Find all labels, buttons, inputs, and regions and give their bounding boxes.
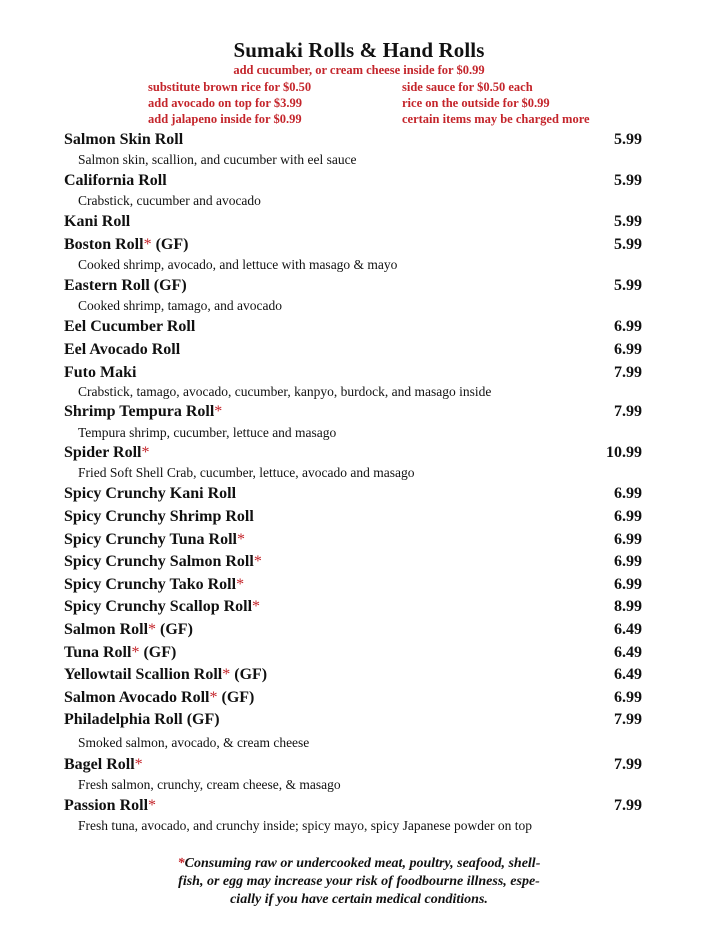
menu-item-price: 8.99 <box>614 598 642 615</box>
notice-line-2: fish, or egg may increase your risk of foodbourne illness, espe- <box>178 874 540 889</box>
menu-item-name: Salmon Roll* (GF) <box>64 621 193 638</box>
menu-item-name: California Roll <box>64 172 167 189</box>
raw-item-star: * <box>236 576 245 593</box>
menu-item-name: Eel Cucumber Roll <box>64 318 196 335</box>
menu-item-price: 5.99 <box>614 213 642 230</box>
option-left-2: add avocado on top for $3.99 <box>148 96 302 110</box>
menu-item-price: 7.99 <box>614 756 642 773</box>
menu-item-name: Yellowtail Scallion Roll* (GF) <box>64 666 268 683</box>
menu-item-description: Fresh tuna, avocado, and crunchy inside; spicy mayo, spicy Japanese powder on top <box>78 818 533 833</box>
menu-item-price: 6.99 <box>614 553 642 570</box>
menu-item-price: 5.99 <box>614 277 642 294</box>
menu-item-name: Tuna Roll* (GF) <box>64 644 177 661</box>
raw-food-notice <box>0 855 718 909</box>
option-center: add cucumber, or cream cheese inside for $0.99 <box>233 63 485 77</box>
menu-item-name: Spicy Crunchy Scallop Roll* <box>64 598 261 615</box>
option-right-1: side sauce for $0.50 each <box>402 80 533 94</box>
menu-item-name: Salmon Avocado Roll* (GF) <box>64 689 255 706</box>
menu-item-price: 6.99 <box>614 341 642 358</box>
menu-item-price: 6.49 <box>614 621 642 638</box>
menu-item-description: Fresh salmon, crunchy, cream cheese, & masago <box>78 777 341 792</box>
menu-item-name: Spicy Crunchy Shrimp Roll <box>64 508 254 525</box>
menu-item-name: Bagel Roll* <box>64 756 143 773</box>
menu-item-description: Salmon skin, scallion, and cucumber with eel sauce <box>78 152 357 167</box>
menu-item-price: 6.49 <box>614 666 642 683</box>
menu-item-price: 6.99 <box>614 485 642 502</box>
menu-item-name: Passion Roll* <box>64 797 157 814</box>
menu-item-price: 6.99 <box>614 508 642 525</box>
notice-line-1: *Consuming raw or undercooked meat, poultry, seafood, shell- <box>177 856 541 871</box>
menu-item-name: Spicy Crunchy Tuna Roll* <box>64 531 245 548</box>
menu-item-name: Spider Roll* <box>64 444 150 461</box>
menu-item-name: Salmon Skin Roll <box>64 131 184 148</box>
menu-item-name: Spicy Crunchy Kani Roll <box>64 485 237 502</box>
menu-item-price: 6.99 <box>614 576 642 593</box>
menu-item-name: Boston Roll* (GF) <box>64 236 189 253</box>
raw-item-star: * <box>143 236 152 253</box>
raw-item-star: * <box>252 598 261 615</box>
menu-item-name: Futo Maki <box>64 364 137 381</box>
menu-item-description: Tempura shrimp, cucumber, lettuce and masago <box>78 425 337 440</box>
menu-item-description: Cooked shrimp, tamago, and avocado <box>78 298 282 313</box>
raw-item-star: * <box>131 644 140 661</box>
raw-item-star: * <box>134 756 143 773</box>
menu-item-name: Eastern Roll (GF) <box>64 277 187 294</box>
menu-item-description: Cooked shrimp, avocado, and lettuce with masago & mayo <box>78 257 398 272</box>
menu-item-price: 7.99 <box>614 797 642 814</box>
menu-item-price: 7.99 <box>614 711 642 728</box>
menu-item-price: 6.99 <box>614 689 642 706</box>
raw-item-star: * <box>253 553 262 570</box>
menu-item-description: Crabstick, tamago, avocado, cucumber, kanpyo, burdock, and masago inside <box>78 384 492 399</box>
raw-item-star: * <box>214 403 223 420</box>
option-left-3: add jalapeno inside for $0.99 <box>148 112 302 126</box>
menu-item-price: 5.99 <box>614 131 642 148</box>
menu-item-price: 6.99 <box>614 318 642 335</box>
notice-star: * <box>177 856 185 871</box>
menu-item-description: Fried Soft Shell Crab, cucumber, lettuce, avocado and masago <box>78 465 415 480</box>
raw-item-star: * <box>148 797 157 814</box>
raw-item-star: * <box>148 621 157 638</box>
menu-item-description: Crabstick, cucumber and avocado <box>78 193 261 208</box>
menu-item-price: 6.99 <box>614 531 642 548</box>
raw-item-star: * <box>236 531 245 548</box>
option-right-3: certain items may be charged more <box>402 112 590 126</box>
menu-item-name: Philadelphia Roll (GF) <box>64 711 220 728</box>
menu-item-name: Shrimp Tempura Roll* <box>64 403 223 420</box>
option-left-1: substitute brown rice for $0.50 <box>148 80 312 94</box>
menu-item-name: Spicy Crunchy Tako Roll* <box>64 576 245 593</box>
menu-item-price: 6.49 <box>614 644 642 661</box>
notice-line-3: cially if you have certain medical conditions. <box>230 892 488 907</box>
raw-item-star: * <box>141 444 150 461</box>
raw-item-star: * <box>222 666 231 683</box>
raw-item-star: * <box>209 689 218 706</box>
menu-item-price: 5.99 <box>614 236 642 253</box>
menu-item-name: Spicy Crunchy Salmon Roll* <box>64 553 262 570</box>
menu-item-price: 7.99 <box>614 364 642 381</box>
menu-item-description: Smoked salmon, avocado, & cream cheese <box>78 735 310 750</box>
menu-item-price: 7.99 <box>614 403 642 420</box>
menu-item-name: Eel Avocado Roll <box>64 341 181 358</box>
menu-item-price: 5.99 <box>614 172 642 189</box>
menu-item-name: Kani Roll <box>64 213 131 230</box>
menu-title: Sumaki Rolls & Hand Rolls <box>233 38 485 62</box>
menu-item-price: 10.99 <box>606 444 642 461</box>
option-right-2: rice on the outside for $0.99 <box>402 96 550 110</box>
